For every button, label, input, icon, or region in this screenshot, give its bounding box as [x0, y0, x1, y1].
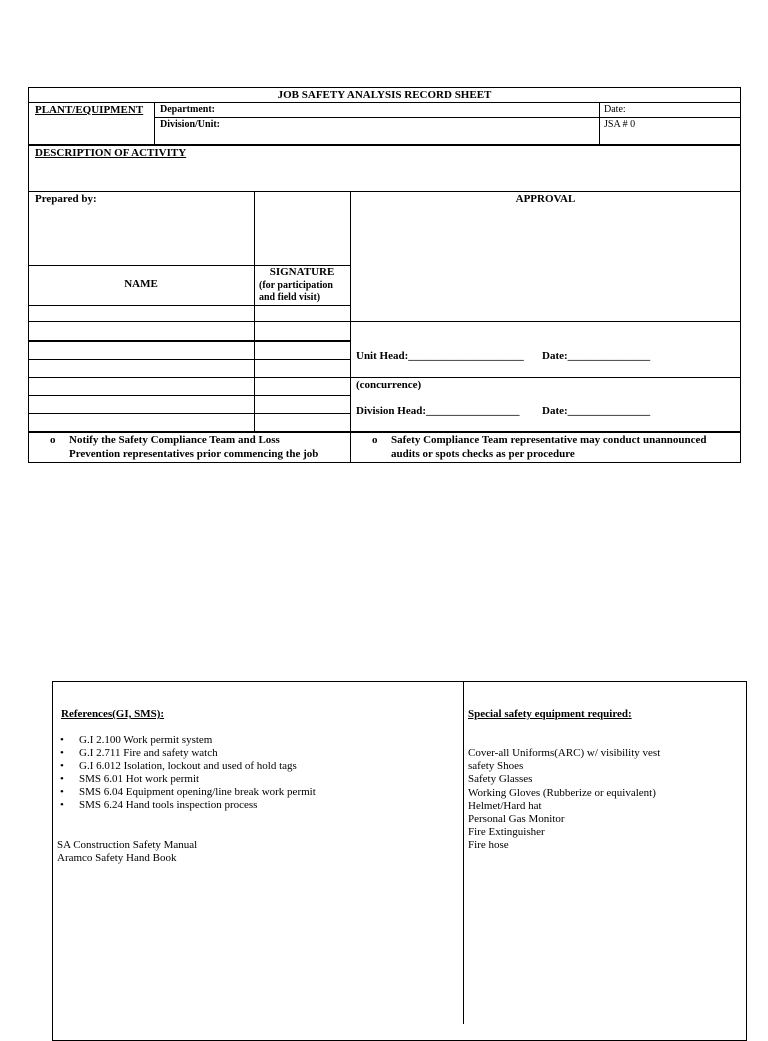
reference-item: • G.I 2.711 Fire and safety watch: [60, 747, 218, 759]
manuals-list: [57, 839, 197, 865]
bullet-icon: •: [60, 760, 64, 772]
date-label: Date:: [604, 104, 626, 115]
signature-note-line1: (for participation: [259, 280, 333, 291]
jsa-title: JOB SAFETY ANALYSIS RECORD SHEET: [277, 89, 492, 101]
rule-name-row7: [28, 413, 350, 414]
jsa-number-label: JSA # 0: [604, 119, 636, 130]
prepared-by-label: Prepared by:: [35, 193, 97, 205]
note-left-line2: Prevention representatives prior commencing the job: [69, 448, 319, 460]
equipment-item: Safety Glasses: [468, 773, 533, 786]
vrule-date: [599, 102, 600, 145]
rule-above-notes: [28, 431, 741, 433]
reference-item: • SMS 6.24 Hand tools inspection process: [60, 799, 258, 811]
plant-equipment-label: PLANT/EQUIPMENT: [35, 104, 144, 116]
department-label: Department:: [160, 104, 215, 115]
note-left-line1: Notify the Safety Compliance Team and Loss: [69, 434, 280, 446]
unit-head-label: Unit Head:_____________________: [356, 350, 524, 362]
bullet-icon: •: [60, 734, 64, 746]
equipment-item: Fire Extinguisher: [468, 826, 545, 839]
reference-item: • SMS 6.04 Equipment opening/line break work permit: [60, 786, 316, 798]
rule-name-row5: [28, 377, 741, 378]
references-heading: References(GI, SMS):: [61, 708, 165, 720]
description-of-activity-label: DESCRIPTION OF ACTIVITY: [35, 147, 187, 159]
rule-under-description: [28, 191, 741, 192]
equipment-heading: Special safety equipment required:: [468, 708, 632, 720]
reference-item: • G.I 6.012 Isolation, lockout and used of hold tags: [60, 760, 297, 772]
rule-name-row2: [28, 321, 741, 322]
vrule-plant: [154, 102, 155, 145]
equipment-item: safety Shoes: [468, 760, 524, 773]
bullet-icon: •: [60, 773, 64, 785]
note-right-bullet: o: [372, 434, 378, 446]
approval-label: APPROVAL: [515, 193, 576, 205]
manual-item: Aramco Safety Hand Book: [57, 852, 177, 865]
bullet-icon: •: [60, 747, 64, 759]
name-column-header: NAME: [124, 278, 158, 290]
rule-name-row1: [28, 305, 350, 306]
note-right-line2: audits or spots checks as per procedure: [391, 448, 575, 460]
rule-under-title: [28, 102, 741, 103]
references-divider: [463, 681, 464, 1024]
division-head-date-label: Date:_______________: [542, 405, 651, 417]
rule-name-row6: [28, 395, 350, 396]
concurrence-label: (concurrence): [356, 379, 422, 391]
reference-item: • G.I 2.100 Work permit system: [60, 734, 213, 746]
rule-under-header: [28, 144, 741, 146]
rule-under-department: [154, 117, 741, 118]
note-right-line1: Safety Compliance Team representative may conduct unannounced: [391, 434, 707, 446]
equipment-item: Cover-all Uniforms(ARC) w/ visibility vest: [468, 747, 661, 759]
unit-head-date-label: Date:_______________: [542, 350, 651, 362]
bullet-icon: •: [60, 786, 64, 798]
reference-item: • SMS 6.01 Hot work permit: [60, 773, 200, 785]
references-list: [57, 734, 316, 812]
rule-name-row4: [28, 359, 350, 360]
equipment-item: Fire hose: [468, 839, 509, 852]
equipment-item: Personal Gas Monitor: [468, 813, 565, 826]
signature-note-line2: and field visit): [259, 292, 321, 303]
bullet-icon: •: [60, 799, 64, 811]
note-left-bullet: o: [50, 434, 56, 446]
equipment-item: Helmet/Hard hat: [468, 799, 542, 812]
vrule-approval: [350, 191, 351, 463]
signature-column-header: SIGNATURE: [269, 266, 335, 278]
manual-item: SA Construction Safety Manual: [57, 839, 198, 851]
division-head-label: Division Head:_________________: [356, 405, 520, 417]
rule-name-row3: [28, 340, 350, 342]
equipment-item: Working Gloves (Rubberize or equivalent): [468, 786, 656, 799]
vrule-signature: [254, 191, 255, 432]
division-unit-label: Division/Unit:: [160, 119, 221, 130]
equipment-list: [468, 747, 660, 853]
